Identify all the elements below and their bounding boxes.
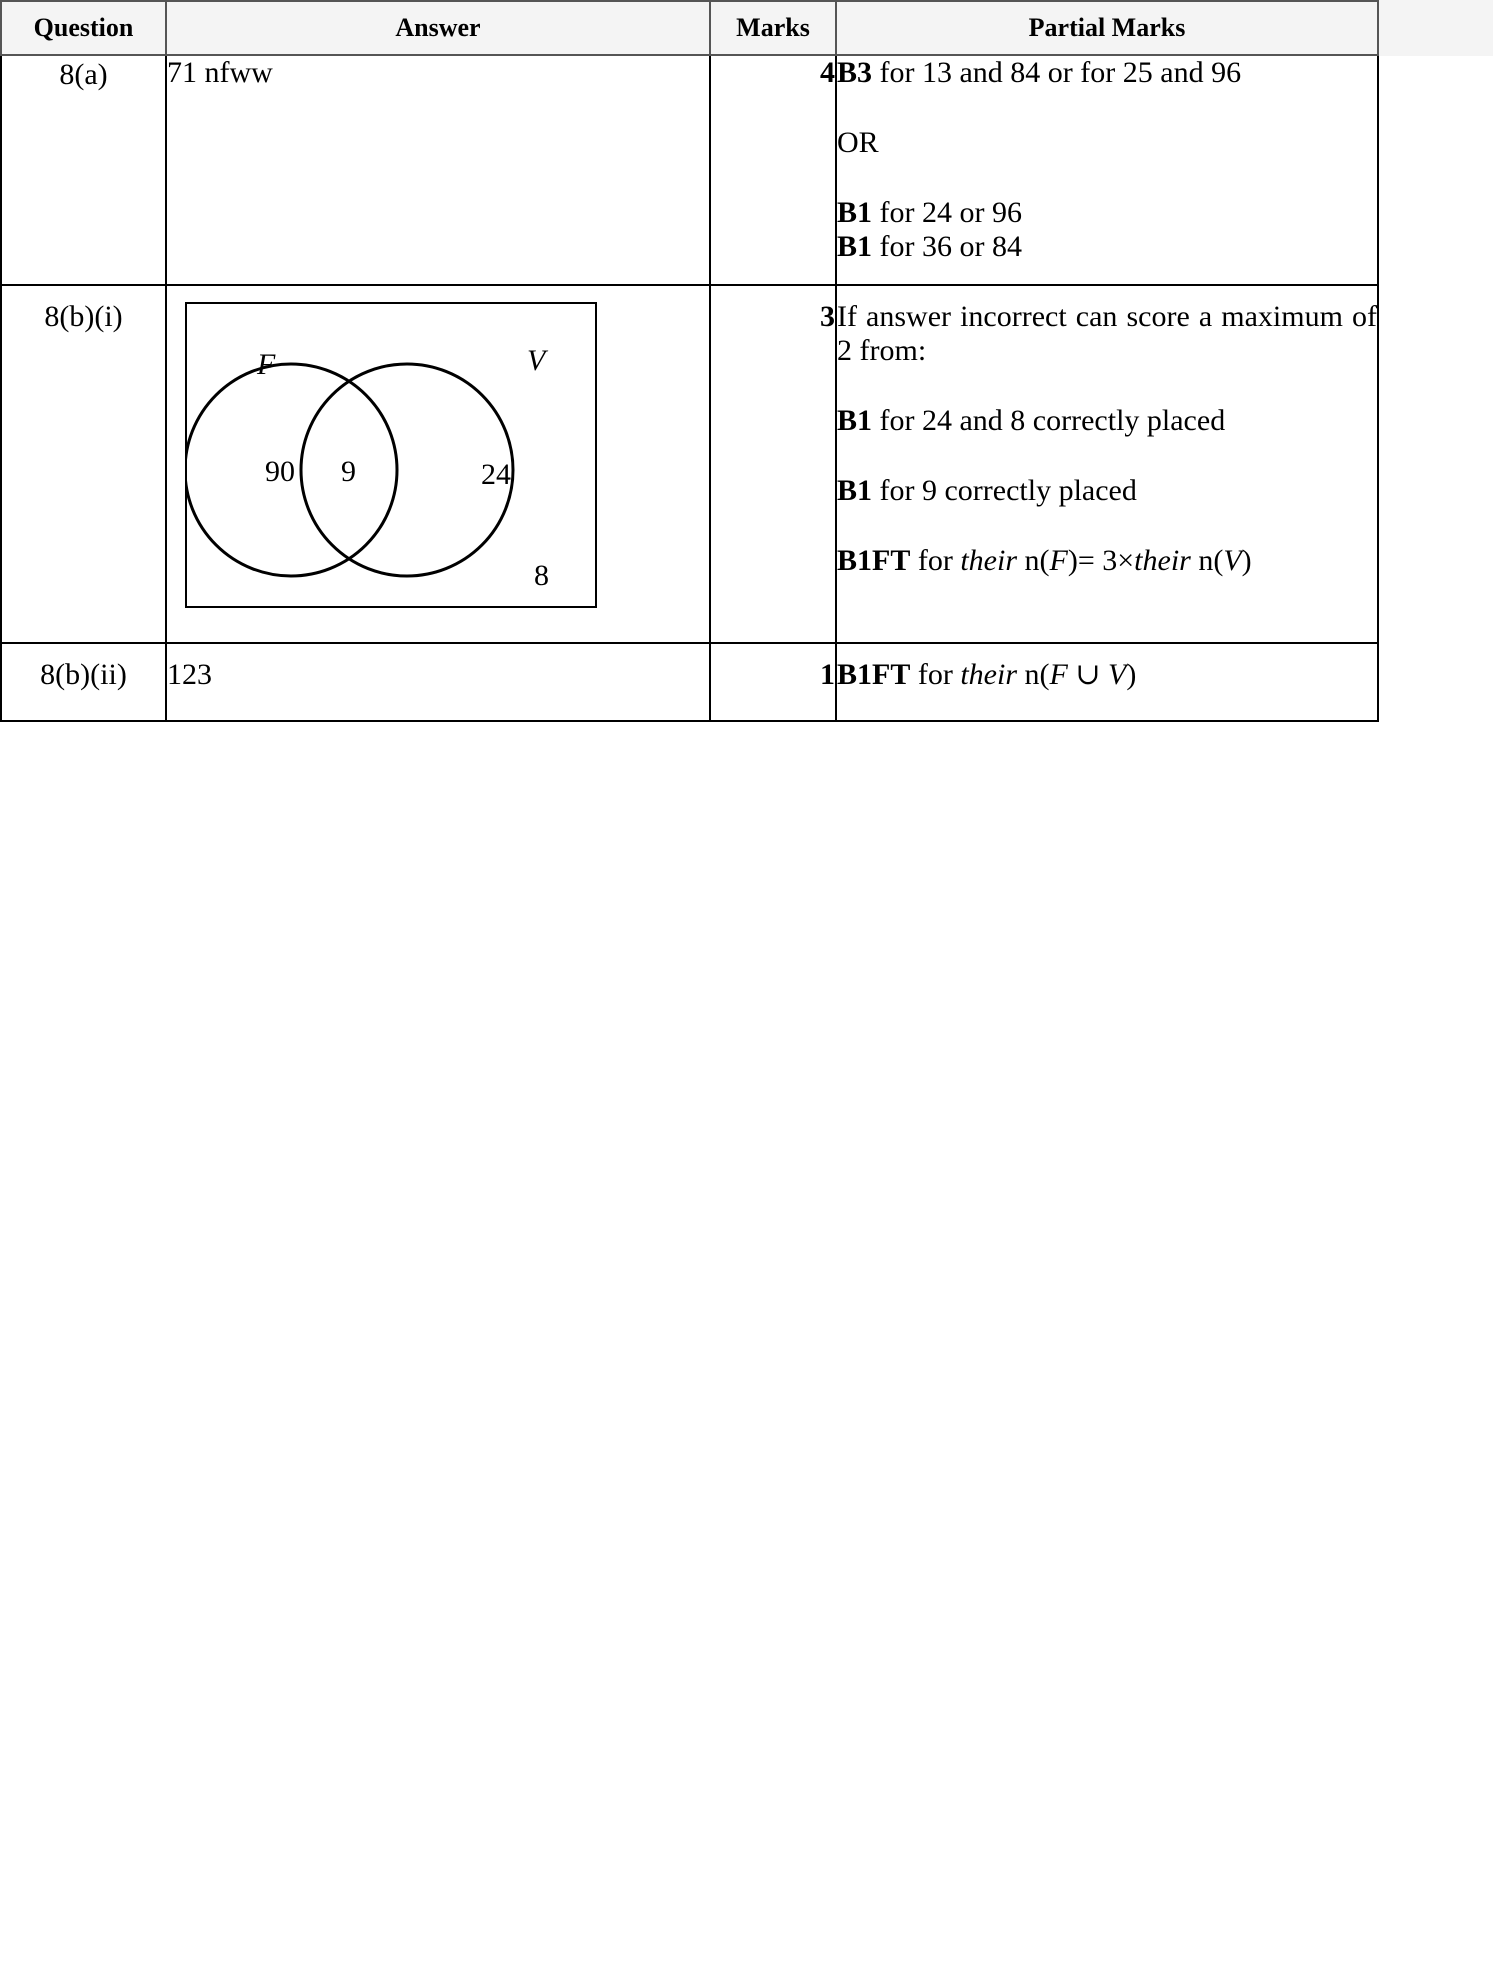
spacer: [837, 160, 1377, 196]
partial-intro: If answer incorrect can score a maximum of 2 from:: [837, 300, 1377, 367]
set-f-label: F: [257, 348, 276, 381]
mark-text-italic: their: [1134, 544, 1191, 577]
mark-text: )= 3×: [1067, 544, 1135, 577]
partial-marks-cell: [836, 643, 1378, 721]
set-symbol: F: [1049, 544, 1068, 577]
partial-line: [837, 404, 1377, 438]
mark-text-italic: their: [960, 658, 1018, 691]
header-partial-marks: Partial Marks: [836, 1, 1378, 55]
mark-text: for: [910, 658, 961, 691]
question-cell: 8(b)(i): [1, 285, 166, 643]
intersection-value: 9: [341, 455, 356, 488]
header-answer: Answer: [166, 1, 710, 55]
spacer: [837, 90, 1377, 126]
mark-text: ): [1126, 658, 1137, 691]
partial-marks-cell: [836, 285, 1378, 643]
mark-code: B3: [837, 56, 873, 89]
table-row: [1, 285, 1378, 643]
f-only-value: 90: [265, 455, 295, 488]
partial-marks-cell: [836, 55, 1378, 285]
header-row: [1, 1, 1378, 55]
table-row: [1, 643, 1378, 721]
mark-text: for 24 or 96: [872, 196, 1022, 229]
answer-cell: 71 nfww: [166, 55, 710, 285]
answer-cell: 123: [166, 643, 710, 721]
spacer: [837, 438, 1377, 474]
marks-cell: 3: [710, 285, 836, 643]
set-v-label: V: [527, 344, 546, 377]
partial-line: [837, 544, 1377, 578]
mark-text: for 24 and 8 correctly placed: [872, 404, 1226, 437]
mark-text: for 9 correctly placed: [872, 474, 1137, 507]
mark-text: for 13 and 84 or for 25 and 96: [872, 56, 1242, 89]
question-cell: 8(a): [1, 55, 166, 285]
mark-text-italic: their: [960, 544, 1018, 577]
marks-cell: 4: [710, 55, 836, 285]
question-cell: 8(b)(ii): [1, 643, 166, 721]
spacer: [837, 508, 1377, 544]
mark-code: B1FT: [837, 544, 911, 577]
mark-code: B1: [837, 404, 873, 437]
mark-text: n(: [1017, 658, 1050, 691]
mark-code: B1: [837, 230, 873, 263]
mark-code: B1: [837, 196, 873, 229]
partial-line-or: OR: [837, 126, 879, 159]
mark-text: ): [1241, 544, 1252, 577]
mark-text: n(: [1017, 544, 1050, 577]
venn-diagram: [185, 302, 597, 608]
mark-text: for 36 or 84: [872, 230, 1022, 263]
partial-line: [837, 230, 1377, 264]
mark-code: B1: [837, 474, 873, 507]
v-only-value: 24: [481, 458, 511, 491]
set-symbol: F: [1049, 658, 1068, 691]
header-question: Question: [1, 1, 166, 55]
partial-line: [837, 56, 1377, 90]
set-symbol: V: [1223, 544, 1242, 577]
partial-line: [837, 474, 1377, 508]
mark-text: n(: [1190, 544, 1224, 577]
union-symbol: ∪: [1067, 658, 1108, 691]
header-marks: Marks: [710, 1, 836, 55]
mark-text: for: [910, 544, 961, 577]
table-row: [1, 55, 1378, 285]
partial-line: [837, 658, 1377, 692]
mark-code: B1FT: [837, 658, 911, 691]
partial-line: [837, 196, 1377, 230]
mark-scheme-table: [0, 0, 1379, 722]
outside-value: 8: [534, 559, 549, 592]
answer-cell: [166, 285, 710, 643]
spacer: [837, 368, 1377, 404]
marks-cell: 1: [710, 643, 836, 721]
set-symbol: V: [1107, 658, 1127, 691]
